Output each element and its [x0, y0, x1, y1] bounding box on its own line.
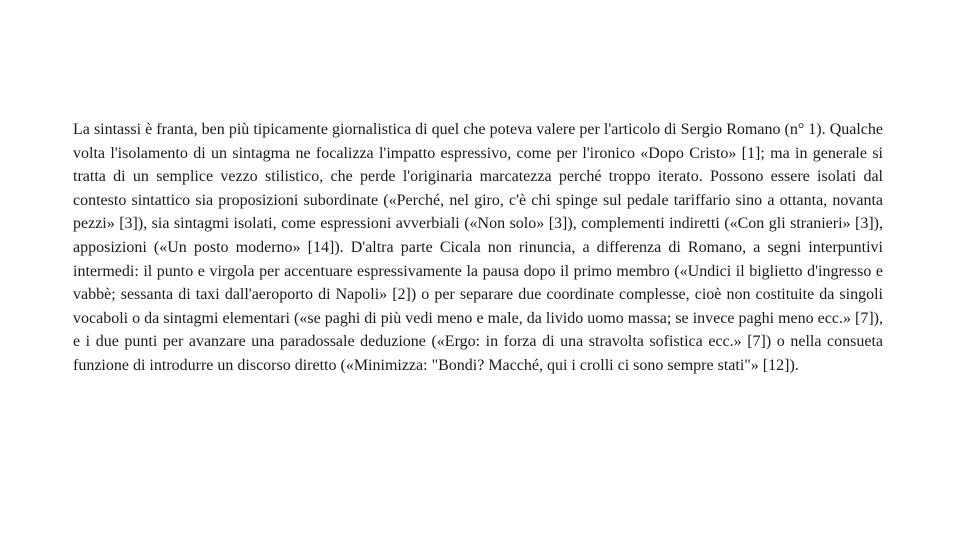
body-paragraph: La sintassi è franta, ben più tipicamente giornalistica di quel che poteva valere per l'articolo di Sergio Romano (n° 1). Qualche volta l'isolamento di un sintagma ne focalizza l'impatto espressivo, come per l'ironico «Dopo Cristo» [1]; ma in generale si tratta di un semplice vezzo stilistico, che perde l'originaria marcatezza perché troppo iterato. Possono essere isolati dal contesto sintattico sia proposizioni subordinate («Perché, nel giro, c'è chi spinge sul pedale tariffario sino a ottanta, novanta pezzi» [3]), sia sintagmi isolati, come espressioni avverbiali («Non solo» [3]), complementi indiretti («Con gli stranieri» [3]), apposizioni («Un posto moderno» [14]). D'altra parte Cicala non rinuncia, a differenza di Romano, a segni interpuntivi intermedi: il punto e virgola per accentuare espressivamente la pausa dopo il primo membro («Undici il biglietto d'ingresso e vabbè; sessanta di taxi dall'aeroporto di Napoli» [2]) o per separare due coordinate complesse, cioè non costituite da singoli vocaboli o da sintagmi elementari («se paghi di più vedi meno e male, da livido uomo massa; se invece paghi meno ecc.» [7]), e i due punti per avanzare una paradossale deduzione («Ergo: in forza di una stravolta sofistica ecc.» [7]) o nella consueta funzione di introdurre un discorso diretto («Minimizza: "Bondi? Macché, qui i crolli ci sono sempre stati"» [12]). — [73, 121, 883, 374]
